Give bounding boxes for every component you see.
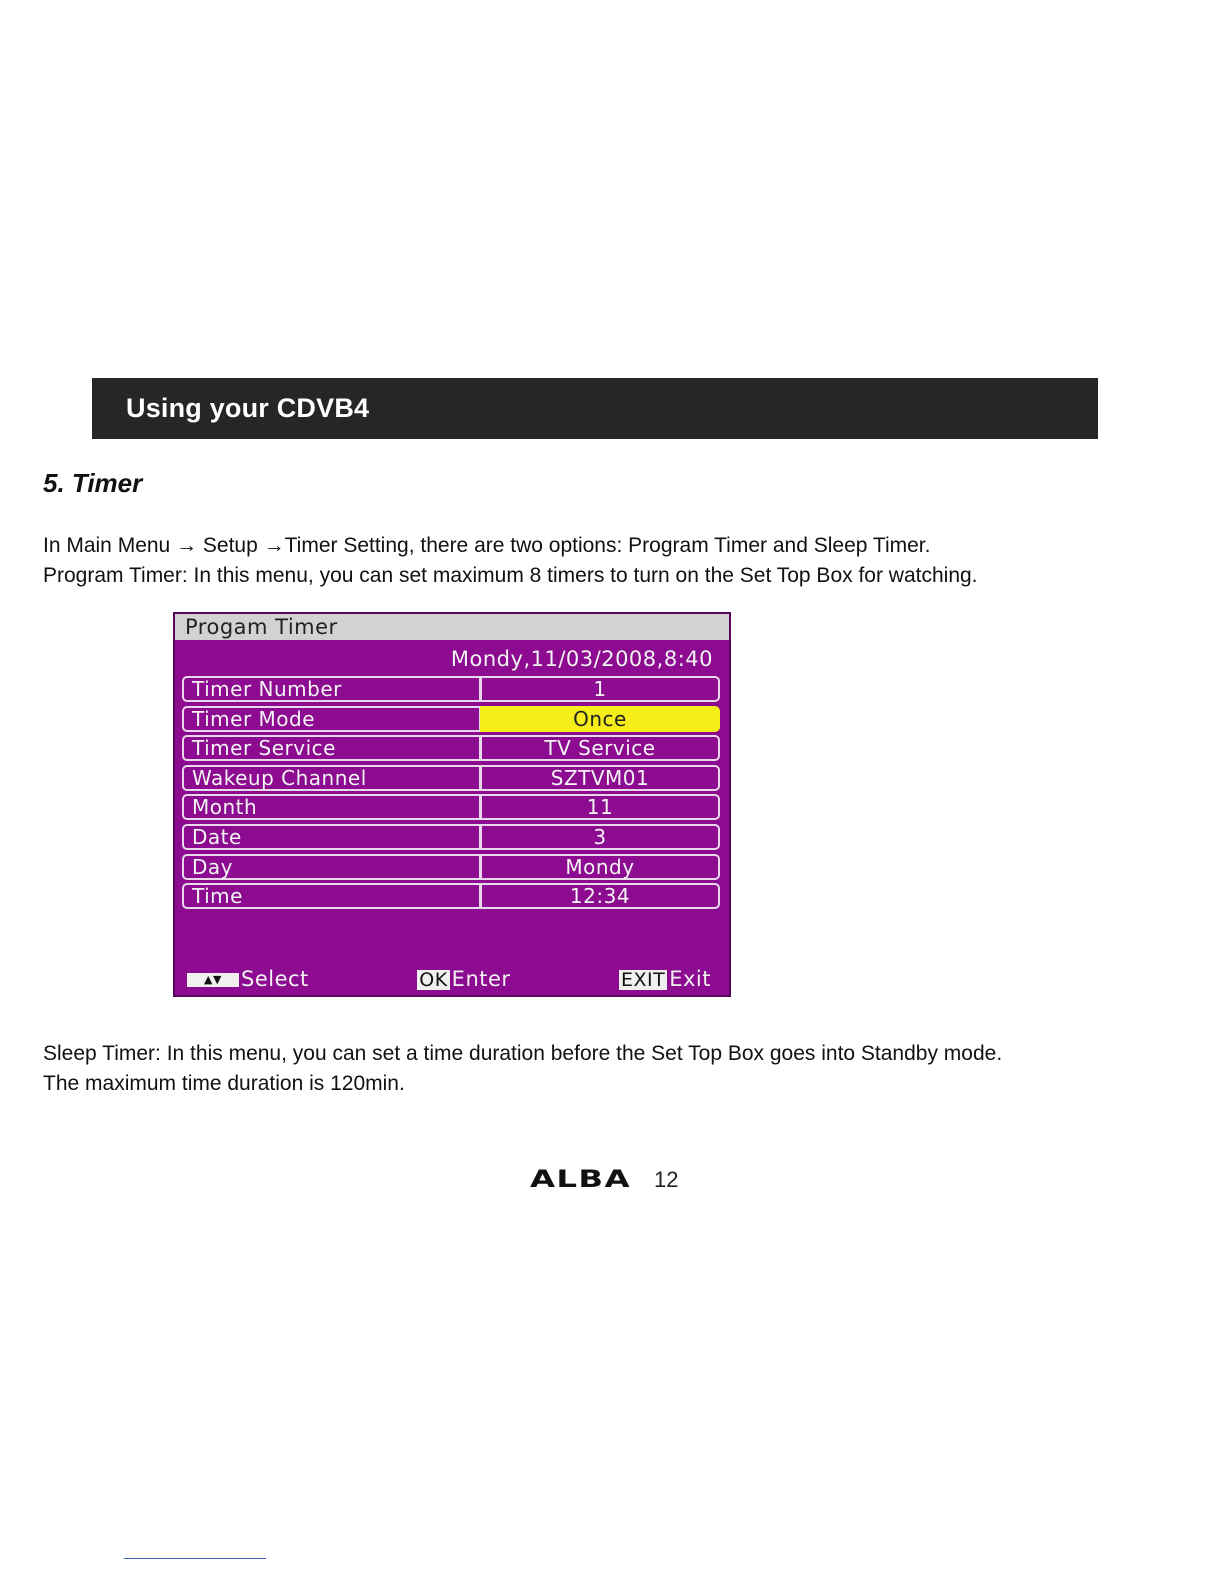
tv-menu-row[interactable] — [182, 794, 722, 820]
tv-menu-row[interactable] — [182, 735, 722, 761]
tv-menu-row[interactable] — [182, 706, 722, 732]
tv-menu-row-label: Time — [182, 883, 480, 909]
sleep-line-2: The maximum time duration is 120min. — [43, 1072, 405, 1095]
ok-key: OK — [419, 969, 448, 991]
tv-menu-row-label: Day — [182, 854, 480, 880]
tv-menu-rows — [182, 676, 722, 913]
exit-hint — [619, 967, 711, 991]
select-hint-label: Select — [241, 967, 309, 991]
page-header-title: Using your CDVB4 — [126, 393, 370, 423]
page-number: 12 — [654, 1167, 679, 1192]
tv-menu-row-value[interactable]: 12:34 — [480, 883, 720, 909]
tv-menu-row-label: Timer Service — [182, 735, 480, 761]
tv-menu-row-value[interactable]: 1 — [480, 676, 720, 702]
up-down-arrows-icon: ▲▼ — [187, 973, 239, 987]
tv-menu-row[interactable] — [182, 676, 722, 702]
tv-menu-row-value[interactable]: 11 — [480, 794, 720, 820]
tv-menu-row-value[interactable]: Once — [480, 706, 720, 732]
page-footer — [530, 1165, 678, 1193]
tv-menu-row-value[interactable]: 3 — [480, 824, 720, 850]
tv-menu-row-label: Timer Mode — [182, 706, 480, 732]
tv-menu-row-label: Timer Number — [182, 676, 480, 702]
intro-line-1: In Main Menu → Setup →Timer Setting, there are two options: Program Timer and Sleep Timer. — [43, 534, 931, 557]
select-hint — [187, 967, 309, 991]
tv-menu-row[interactable] — [182, 883, 722, 909]
tv-menu-row[interactable] — [182, 854, 722, 880]
page-header-bar — [92, 378, 1098, 439]
exit-hint-label: Exit — [669, 967, 711, 991]
section-title: 5. Timer — [43, 468, 143, 498]
tv-menu-datetime: Mondy,11/03/2008,8:40 — [450, 647, 713, 671]
tv-menu-row[interactable] — [182, 765, 722, 791]
tv-menu-row-label: Month — [182, 794, 480, 820]
tv-menu-row-label: Date — [182, 824, 480, 850]
sleep-line-1: Sleep Timer: In this menu, you can set a time duration before the Set Top Box goes into Standby mode. — [43, 1042, 1003, 1065]
intro-paragraph — [43, 531, 978, 591]
tv-menu-row[interactable] — [182, 824, 722, 850]
bottom-divider — [124, 1558, 266, 1559]
tv-menu-title: Progam Timer — [175, 614, 729, 640]
tv-menu-row-value[interactable]: SZTVM01 — [480, 765, 720, 791]
program-timer-screenshot — [173, 612, 731, 997]
tv-menu-row-value[interactable]: Mondy — [480, 854, 720, 880]
tv-menu-footer — [187, 966, 711, 992]
enter-hint — [417, 967, 510, 991]
sleep-paragraph — [43, 1039, 1002, 1099]
enter-hint-label: Enter — [451, 967, 511, 991]
tv-menu-row-label: Wakeup Channel — [182, 765, 480, 791]
intro-line-2: Program Timer: In this menu, you can set maximum 8 timers to turn on the Set Top Box for watching. — [43, 564, 978, 587]
tv-menu-row-value[interactable]: TV Service — [480, 735, 720, 761]
alba-logo: ALBA — [530, 1165, 631, 1193]
exit-key: EXIT — [621, 969, 666, 991]
